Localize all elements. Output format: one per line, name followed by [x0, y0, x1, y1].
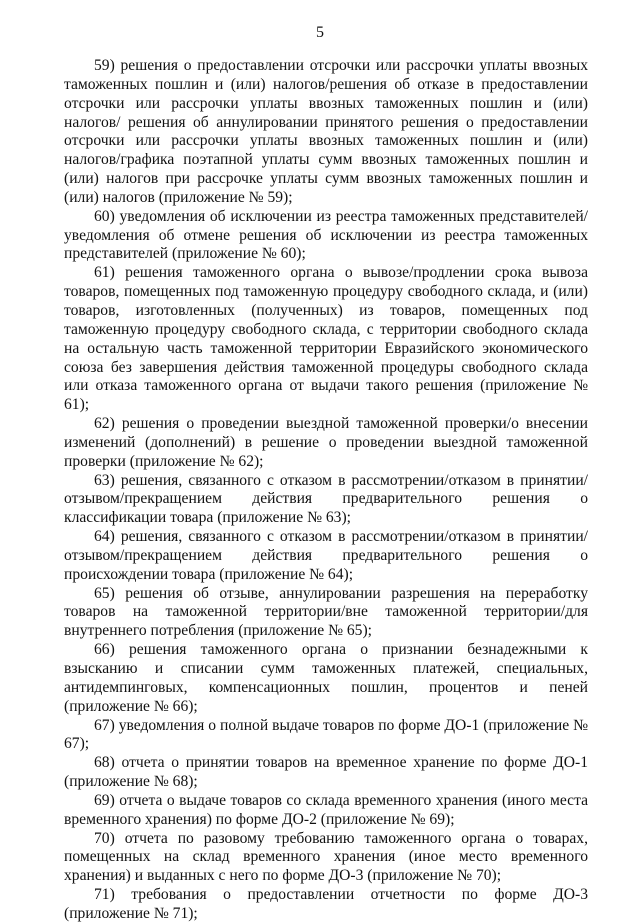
list-item-62: 62) решения о проведении выездной таможенной проверки/о внесении изменений (дополнений) в решение о проведении выездной таможенной проверки (приложение № 62); — [64, 415, 588, 470]
list-item-70: 70) отчета по разовому требованию таможенного органа о товарах, помещенных на склад временного хранения (иное место временного хранения) и выданных с него по форме ДО-3 (приложение № 70); — [64, 829, 588, 885]
list-item-66: 66) решения таможенного органа о признании безнадежными к взысканию и списании сумм таможенных платежей, специальных, антидемпинговых, компенсационных пошлин, процентов и пеней (приложение № 66); — [64, 641, 588, 715]
list-item-65: 65) решения об отзыве, аннулировании разрешения на переработку товаров на таможенной территории/вне таможенной территории/для внутреннего потребления (приложение № 65); — [64, 584, 588, 640]
document-body — [64, 57, 588, 924]
list-item-68: 68) отчета о принятии товаров на временное хранение по форме ДО-1 (приложение № 68); — [64, 754, 588, 791]
list-item-67: 67) уведомления о полной выдаче товаров по форме ДО-1 (приложение № 67); — [64, 716, 588, 753]
list-item-69: 69) отчета о выдаче товаров со склада временного хранения (иного места временного хранения) по форме ДО-2 (приложение № 69); — [64, 791, 588, 828]
list-item-63: 63) решения, связанного с отказом в рассмотрении/отказом в принятии/отзывом/прекращением действия предварительного решения о классификации товара (приложение № 63); — [64, 471, 588, 527]
list-item-59: 59) решения о предоставлении отсрочки или рассрочки уплаты ввозных таможенных пошлин и (или) налогов/решения об отказе в предоставлении отсрочки или рассрочки уплаты ввозных таможенных пошлин и (или) налогов/ решения об аннулировании принятого решения о предоставлении отсрочки или рассрочки уплаты ввозных таможенных пошлин и (или) налогов/графика поэтапной уплаты сумм ввозных таможенных пошлин и (или) налогов при рассрочке уплаты сумм ввозных таможенных пошлин и (или) налогов (приложение № 59); — [64, 57, 588, 206]
list-item-64: 64) решения, связанного с отказом в рассмотрении/отказом в принятии/отзывом/прекращением действия предварительного решения о происхождении товара (приложение № 64); — [64, 528, 588, 583]
list-item-71: 71) требования о предоставлении отчетности по форме ДО-3 (приложение № 71); — [64, 886, 588, 922]
page-number: 5 — [316, 24, 324, 41]
list-item-61: 61) решения таможенного органа о вывозе/продлении срока вывоза товаров, помещенных под таможенную процедуру свободного склада, и (или) товаров, изготовленных (полученных) из товаров, помещенных под таможенную процедуру свободного склада, с территории свободного склада на остальную часть таможенной территории Евразийского экономического союза без завершения действия таможенной процедуры свободного склада или отказа таможенного органа от выдачи такого решения (приложение № 61); — [64, 264, 588, 414]
list-item-60: 60) уведомления об исключении из реестра таможенных представителей/ уведомления об отмене решения об исключении из реестра таможенных представителей (приложение № 60); — [64, 207, 588, 263]
